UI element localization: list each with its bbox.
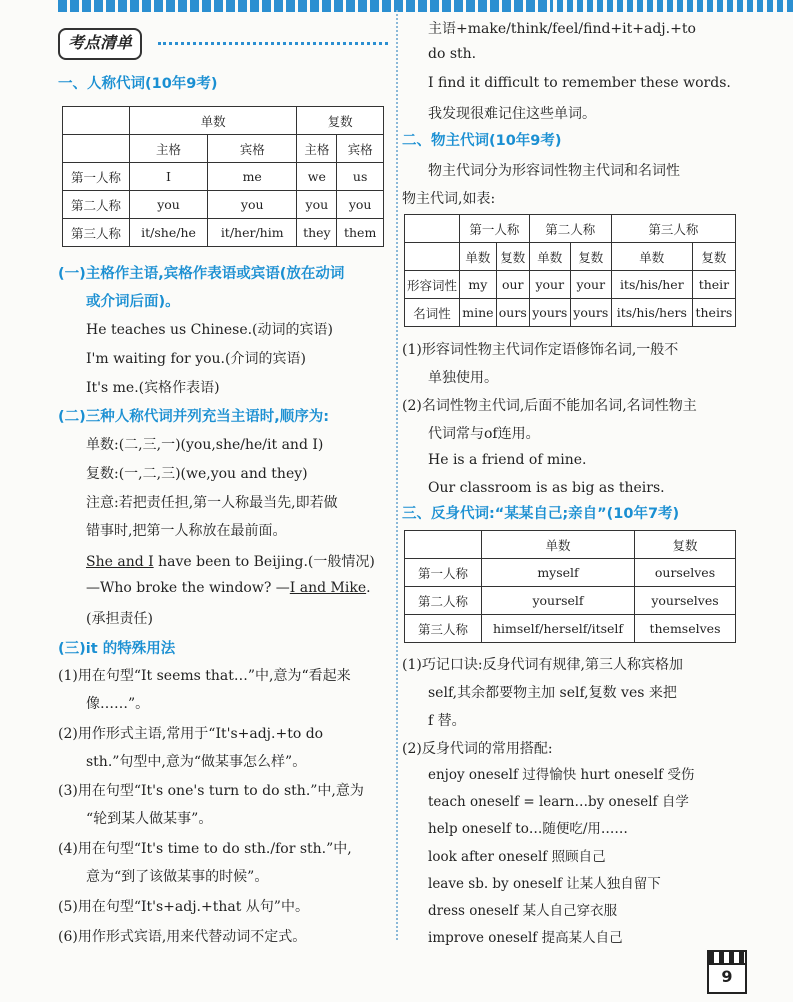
header-subject: 主格 xyxy=(297,135,337,163)
mnemonic-line-3: f 替。 xyxy=(428,713,466,729)
table-row xyxy=(405,299,736,327)
example-5 xyxy=(86,580,371,596)
note-2-example-2: Our classroom is as big as theirs. xyxy=(428,480,665,496)
usage-2-line-2: sth.”句型中,意为“做某事怎么样”。 xyxy=(86,754,307,770)
table-row xyxy=(405,559,736,587)
list-item: improve oneself 提高某人自己 xyxy=(428,930,623,946)
table-cell: you xyxy=(297,191,337,219)
usage-4-line-2: 意为“到了该做某事的时候”。 xyxy=(86,869,269,885)
section-2-title: 二、物主代词(10年9考) xyxy=(402,133,562,149)
table-cell: us xyxy=(337,163,384,191)
row-label: 第二人称 xyxy=(63,191,130,219)
section-2-intro-line-1: 物主代词分为形容词性物主代词和名词性 xyxy=(428,163,680,179)
table-row xyxy=(63,219,384,247)
table-row xyxy=(405,587,736,615)
note-1-line-1: (1)形容词性物主代词作定语修饰名词,一般不 xyxy=(402,342,679,358)
plural-order: 复数:(一,二,三)(we,you and they) xyxy=(86,466,308,482)
example-4 xyxy=(86,551,375,571)
example-5-dialogue: —Who broke the window? — xyxy=(86,580,290,596)
subsection-1-line-1: (一)主格作主语,宾格作表语或宾语(放在动词 xyxy=(58,266,345,282)
table-cell: they xyxy=(297,219,337,247)
table-cell: we xyxy=(297,163,337,191)
example-5-end: . xyxy=(366,580,371,596)
table-row xyxy=(405,271,736,299)
table-row xyxy=(405,615,736,643)
table-cell: you xyxy=(208,191,297,219)
table-corner-cell xyxy=(405,243,460,271)
underlined-phrase: I and Mike xyxy=(289,580,367,596)
row-label: 形容词性 xyxy=(405,271,460,299)
header-plural: 复数 xyxy=(496,243,529,271)
table-cell: mine xyxy=(460,299,497,327)
example-2: I'm waiting for you.(介词的宾语) xyxy=(86,351,306,367)
table-cell: my xyxy=(460,271,497,299)
usage-1-line-1: (1)用在句型“It seems that…”中,意为“看起来 xyxy=(58,668,351,684)
row-label: 第一人称 xyxy=(405,559,482,587)
table-row xyxy=(63,163,384,191)
page-number: 9 xyxy=(721,967,733,986)
header-plural: 复数 xyxy=(635,531,736,559)
table-cell: yours xyxy=(570,299,611,327)
note-2-line-1: (2)名词性物主代词,后面不能加名词,名词性物主 xyxy=(402,398,697,414)
table-cell: theirs xyxy=(692,299,735,327)
header-plural: 复数 xyxy=(570,243,611,271)
underlined-phrase: She and I xyxy=(86,554,154,570)
table-cell: our xyxy=(496,271,529,299)
table-cell: yourselves xyxy=(635,587,736,615)
list-item: teach oneself = learn…by oneself 自学 xyxy=(428,794,689,810)
personal-pronoun-table xyxy=(62,106,384,247)
table-cell: myself xyxy=(482,559,635,587)
table-corner-cell xyxy=(405,215,460,243)
collocations-title: (2)反身代词的常用搭配: xyxy=(402,741,553,757)
header-singular: 单数 xyxy=(611,243,692,271)
structure-example-en: I find it difficult to remember these words. xyxy=(428,75,731,91)
column-divider xyxy=(396,10,398,940)
header-plural: 复数 xyxy=(297,107,384,135)
table-cell: your xyxy=(529,271,570,299)
header-dotted-line xyxy=(158,42,388,45)
header-plural: 复数 xyxy=(692,243,735,271)
usage-2-line-1: (2)用作形式主语,常用于“It's+adj.+to do xyxy=(58,726,324,742)
header-object: 宾格 xyxy=(208,135,297,163)
usage-5: (5)用在句型“It's+adj.+that 从句”中。 xyxy=(58,899,309,915)
singular-order: 单数:(二,三,一)(you,she/he/it and I) xyxy=(86,437,324,453)
table-cell: themselves xyxy=(635,615,736,643)
mnemonic-line-2: self,其余都要物主加 self,复数 ves 来把 xyxy=(428,685,677,701)
table-corner-cell xyxy=(405,531,482,559)
usage-3-line-1: (3)用在句型“It's one's turn to do sth.”中,意为 xyxy=(58,783,364,799)
section-2-intro-line-2: 物主代词,如表: xyxy=(402,191,496,207)
example-4-rest: have been to Beijing.(一般情况) xyxy=(153,554,375,570)
table-cell: you xyxy=(130,191,208,219)
note-2-example-1: He is a friend of mine. xyxy=(428,452,587,468)
table-cell: ourselves xyxy=(635,559,736,587)
table-cell: it/her/him xyxy=(208,219,297,247)
usage-6: (6)用作形式宾语,用来代替动词不定式。 xyxy=(58,929,307,945)
structure-line-1: 主语+make/think/feel/find+it+adj.+to xyxy=(428,21,696,37)
row-label: 名词性 xyxy=(405,299,460,327)
usage-3-line-2: “轮到某人做某事”。 xyxy=(86,811,213,827)
table-cell: yours xyxy=(529,299,570,327)
table-cell: their xyxy=(692,271,735,299)
table-cell: ours xyxy=(496,299,529,327)
subsection-3-title: (三)it 的特殊用法 xyxy=(58,641,176,657)
section-3-title: 三、反身代词:“某某自己;亲自”(10年7考) xyxy=(402,506,680,522)
row-label: 第三人称 xyxy=(63,219,130,247)
header-third-person: 第三人称 xyxy=(611,215,735,243)
table-cell: its/his/her xyxy=(611,271,692,299)
header-singular: 单数 xyxy=(460,243,497,271)
example-5-note: (承担责任) xyxy=(86,611,153,627)
possessive-pronoun-table xyxy=(404,214,736,327)
table-cell: your xyxy=(570,271,611,299)
header-singular: 单数 xyxy=(482,531,635,559)
table-corner-cell xyxy=(63,107,130,135)
structure-example-cn: 我发现很难记住这些单词。 xyxy=(428,106,596,122)
table-cell: you xyxy=(337,191,384,219)
note-line-1: 注意:若把责任担,第一人称最当先,即若做 xyxy=(86,495,338,511)
header-subject: 主格 xyxy=(130,135,208,163)
table-cell: himself/herself/itself xyxy=(482,615,635,643)
usage-1-line-2: 像……”。 xyxy=(86,696,150,712)
usage-4-line-1: (4)用在句型“It's time to do sth./for sth.”中, xyxy=(58,841,352,857)
header-first-person: 第一人称 xyxy=(460,215,530,243)
list-item: dress oneself 某人自己穿衣服 xyxy=(428,903,618,919)
list-item: look after oneself 照顾自己 xyxy=(428,849,606,865)
header-object: 宾格 xyxy=(337,135,384,163)
section-header-badge: 考点清单 xyxy=(58,28,142,60)
example-1: He teaches us Chinese.(动词的宾语) xyxy=(86,322,333,338)
top-stripe-bar xyxy=(58,0,793,12)
table-cell: it/she/he xyxy=(130,219,208,247)
mnemonic-line-1: (1)巧记口诀:反身代词有规律,第三人称宾格加 xyxy=(402,657,683,673)
table-cell: me xyxy=(208,163,297,191)
reflexive-pronoun-table xyxy=(404,530,736,643)
list-item: leave sb. by oneself 让某人独自留下 xyxy=(428,876,661,892)
section-1-title: 一、人称代词(10年9考) xyxy=(58,76,218,92)
subsection-1-line-2: 或介词后面)。 xyxy=(86,294,180,310)
list-item: help oneself to…随便吃/用…… xyxy=(428,821,628,837)
table-cell: I xyxy=(130,163,208,191)
subsection-2-title: (二)三种人称代词并列充当主语时,顺序为: xyxy=(58,409,330,425)
table-cell: its/his/hers xyxy=(611,299,692,327)
table-cell: them xyxy=(337,219,384,247)
list-item: enjoy oneself 过得愉快 hurt oneself 受伤 xyxy=(428,767,695,783)
table-corner-cell xyxy=(63,135,130,163)
page-number-badge xyxy=(707,950,747,994)
header-singular: 单数 xyxy=(130,107,297,135)
row-label: 第一人称 xyxy=(63,163,130,191)
example-3: It's me.(宾格作表语) xyxy=(86,380,220,396)
note-1-line-2: 单独使用。 xyxy=(428,370,498,386)
row-label: 第二人称 xyxy=(405,587,482,615)
note-line-2: 错事时,把第一人称放在最前面。 xyxy=(86,523,287,539)
table-cell: yourself xyxy=(482,587,635,615)
page-number-stripe xyxy=(709,952,745,965)
row-label: 第三人称 xyxy=(405,615,482,643)
header-second-person: 第二人称 xyxy=(529,215,611,243)
table-row xyxy=(63,191,384,219)
note-2-line-2: 代词常与of连用。 xyxy=(428,426,540,442)
header-singular: 单数 xyxy=(529,243,570,271)
structure-line-2: do sth. xyxy=(428,46,477,62)
